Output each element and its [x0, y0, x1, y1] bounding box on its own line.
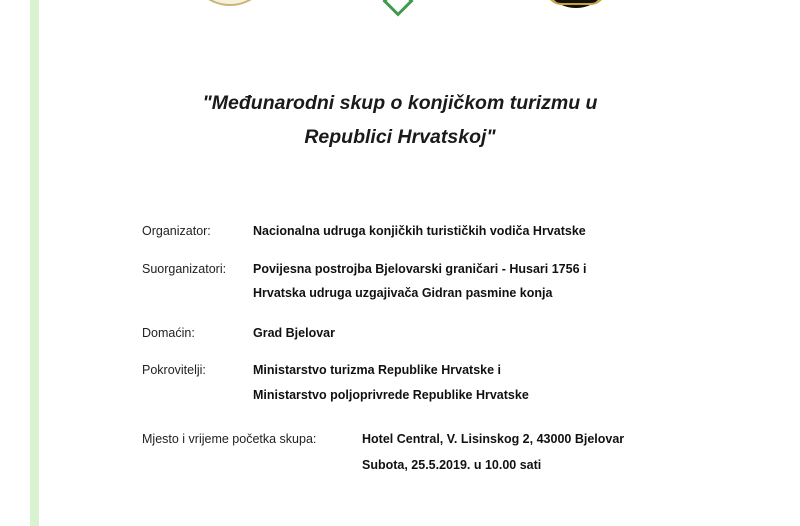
coorganizers-label: Suorganizatori:	[142, 262, 227, 276]
venue-label: Mjesto i vrijeme početka skupa:	[142, 432, 317, 446]
venue-value-line-1: Hotel Central, V. Lisinskog 2, 43000 Bjelovar	[362, 432, 625, 446]
black-round-emblem-logo	[541, 0, 611, 8]
host-label: Domaćin:	[142, 326, 195, 340]
venue-value-line-2: Subota, 25.5.2019. u 10.00 sati	[362, 458, 542, 472]
title-line-1: "Međunarodni skup o konjičkom turizmu u	[202, 92, 598, 114]
document-title	[0, 86, 800, 154]
patrons-value-line-1: Ministarstvo turizma Republike Hrvatske i	[253, 363, 501, 377]
green-diamond-logo	[382, 0, 413, 17]
patrons-value-line-2: Ministarstvo poljoprivrede Republike Hrvatske	[253, 388, 529, 402]
organizer-value: Nacionalna udruga konjičkih turističkih vodiča Hrvatske	[253, 224, 586, 238]
title-line-2: Republici Hrvatskoj"	[304, 126, 496, 148]
patrons-label: Pokrovitelji:	[142, 363, 206, 377]
organizer-label: Organizator:	[142, 224, 211, 238]
coorganizers-value-line-2: Hrvatska udruga uzgajivača Gidran pasmine konja	[253, 286, 553, 300]
coorganizers-value-line-1: Povijesna postrojba Bjelovarski graničari - Husari 1756 i	[253, 262, 587, 276]
host-value: Grad Bjelovar	[253, 326, 335, 340]
left-green-stripe	[30, 0, 39, 526]
organization-seal-logo	[188, 0, 272, 6]
